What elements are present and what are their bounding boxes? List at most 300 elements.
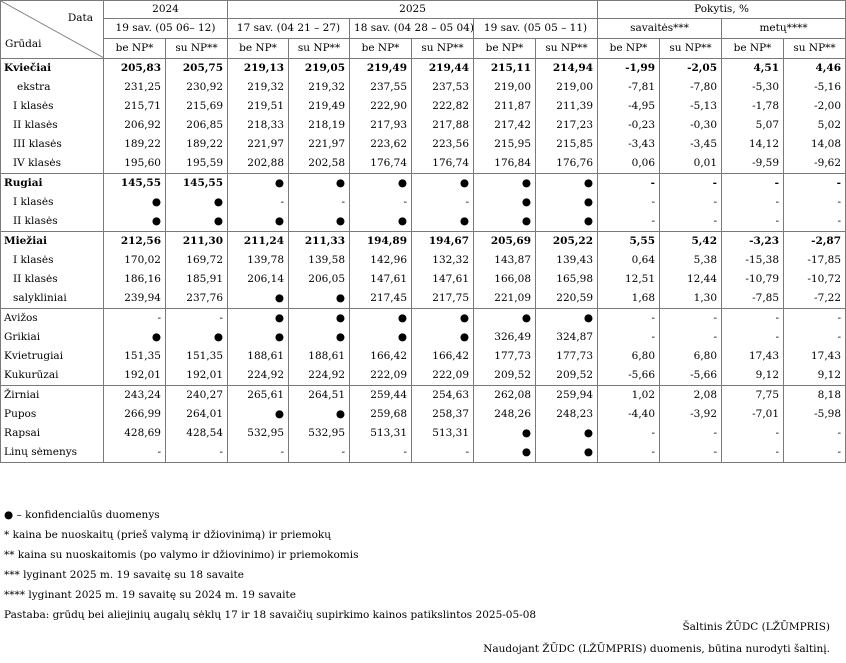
price-cell: ● — [289, 405, 350, 424]
table-row — [1, 212, 846, 232]
price-cell: -7,80 — [660, 78, 722, 97]
price-cell: - — [598, 424, 660, 443]
table-row — [1, 174, 846, 194]
yearly-change-header: metų**** — [722, 19, 846, 39]
price-cell: - — [784, 174, 846, 194]
np-column-header: su NP** — [784, 39, 846, 59]
price-cell: 147,61 — [412, 270, 474, 289]
price-cell: 206,85 — [166, 116, 228, 135]
price-cell: 219,13 — [228, 59, 289, 79]
price-cell: 189,22 — [166, 135, 228, 154]
table-body — [1, 59, 846, 463]
grain-name-cell: II klasės — [1, 116, 104, 135]
price-cell: -5,30 — [722, 78, 784, 97]
price-cell: - — [104, 443, 166, 463]
price-cell: 5,07 — [722, 116, 784, 135]
price-cell: - — [722, 212, 784, 232]
price-cell: - — [412, 193, 474, 212]
price-cell: 186,16 — [104, 270, 166, 289]
price-cell: 513,31 — [412, 424, 474, 443]
price-cell: 218,19 — [289, 116, 350, 135]
price-cell: -5,16 — [784, 78, 846, 97]
price-cell: 217,23 — [536, 116, 598, 135]
price-cell: 513,31 — [350, 424, 412, 443]
price-cell: 176,74 — [350, 154, 412, 174]
price-cell: ● — [350, 174, 412, 194]
table-row — [1, 309, 846, 329]
np-column-header: su NP** — [660, 39, 722, 59]
corner-data-label: Data — [67, 12, 93, 24]
price-cell: 259,44 — [350, 386, 412, 406]
price-cell: ● — [412, 212, 474, 232]
table-row — [1, 443, 846, 463]
price-cell: 12,51 — [598, 270, 660, 289]
price-cell: -7,01 — [722, 405, 784, 424]
price-cell: 9,12 — [722, 366, 784, 386]
price-cell: 215,11 — [474, 59, 536, 79]
table-row — [1, 232, 846, 252]
price-cell: 532,95 — [228, 424, 289, 443]
price-cell: 231,25 — [104, 78, 166, 97]
price-cell: 6,80 — [598, 347, 660, 366]
price-cell: 143,87 — [474, 251, 536, 270]
price-cell: ● — [412, 174, 474, 194]
price-cell: 166,08 — [474, 270, 536, 289]
price-cell: 5,55 — [598, 232, 660, 252]
price-cell: - — [660, 193, 722, 212]
price-cell: ● — [104, 193, 166, 212]
price-cell: 243,24 — [104, 386, 166, 406]
price-cell: ● — [536, 424, 598, 443]
footnote-line: **** lyginant 2025 m. 19 savaitę su 2024 m. 19 savaite — [4, 589, 296, 601]
price-cell: 224,92 — [289, 366, 350, 386]
table-row — [1, 251, 846, 270]
corner-grudai-label: Grūdai — [5, 38, 42, 50]
price-cell: 139,78 — [228, 251, 289, 270]
grain-name-cell: Kukurūzai — [1, 366, 104, 386]
table-row — [1, 270, 846, 289]
price-cell: 1,30 — [660, 289, 722, 309]
price-cell: 222,09 — [350, 366, 412, 386]
grain-name-cell: Kviečiai — [1, 59, 104, 79]
price-cell: 194,67 — [412, 232, 474, 252]
np-column-header: be NP* — [104, 39, 166, 59]
price-cell: - — [784, 424, 846, 443]
price-cell: 218,33 — [228, 116, 289, 135]
price-cell: 202,88 — [228, 154, 289, 174]
corner-cell — [1, 1, 104, 59]
grain-name-cell: Linų sėmenys — [1, 443, 104, 463]
price-cell: - — [660, 212, 722, 232]
price-cell: -9,62 — [784, 154, 846, 174]
price-cell: -2,05 — [660, 59, 722, 79]
table-row — [1, 116, 846, 135]
price-cell: 222,82 — [412, 97, 474, 116]
price-cell: ● — [289, 212, 350, 232]
np-column-header: be NP* — [474, 39, 536, 59]
grain-name-cell: Pupos — [1, 405, 104, 424]
table-row — [1, 289, 846, 309]
price-cell: - — [784, 193, 846, 212]
price-cell: - — [289, 443, 350, 463]
price-cell: 139,43 — [536, 251, 598, 270]
price-cell: 239,94 — [104, 289, 166, 309]
price-cell: - — [598, 443, 660, 463]
price-cell: 264,01 — [166, 405, 228, 424]
price-cell: -10,79 — [722, 270, 784, 289]
grain-name-cell: Miežiai — [1, 232, 104, 252]
price-cell: 6,80 — [660, 347, 722, 366]
price-cell: 145,55 — [104, 174, 166, 194]
price-cell: -7,22 — [784, 289, 846, 309]
price-cell: - — [660, 443, 722, 463]
price-cell: - — [722, 328, 784, 347]
price-cell: 221,09 — [474, 289, 536, 309]
price-cell: -1,99 — [598, 59, 660, 79]
price-cell: 17,43 — [784, 347, 846, 366]
price-cell: - — [598, 212, 660, 232]
price-cell: -4,95 — [598, 97, 660, 116]
price-cell: 188,61 — [228, 347, 289, 366]
price-cell: 258,37 — [412, 405, 474, 424]
price-cell: 185,91 — [166, 270, 228, 289]
price-cell: 326,49 — [474, 328, 536, 347]
price-cell: 212,56 — [104, 232, 166, 252]
price-cell: - — [598, 309, 660, 329]
grain-name-cell: II klasės — [1, 212, 104, 232]
price-cell: 217,42 — [474, 116, 536, 135]
price-cell: 215,71 — [104, 97, 166, 116]
week-2024-header: 19 sav. (05 06– 12) — [104, 19, 228, 39]
price-cell: -2,00 — [784, 97, 846, 116]
price-cell: -3,45 — [660, 135, 722, 154]
price-cell: ● — [228, 174, 289, 194]
price-cell: 266,99 — [104, 405, 166, 424]
price-cell: - — [722, 174, 784, 194]
price-cell: ● — [412, 309, 474, 329]
price-cell: ● — [474, 424, 536, 443]
price-cell: -5,66 — [598, 366, 660, 386]
price-cell: 0,06 — [598, 154, 660, 174]
price-cell: 2,08 — [660, 386, 722, 406]
price-cell: ● — [228, 328, 289, 347]
np-column-header: be NP* — [228, 39, 289, 59]
table-row — [1, 59, 846, 79]
price-cell: 217,93 — [350, 116, 412, 135]
np-column-header: be NP* — [350, 39, 412, 59]
price-cell: - — [598, 193, 660, 212]
footnotes — [4, 505, 536, 625]
price-cell: 219,05 — [289, 59, 350, 79]
price-cell: ● — [474, 309, 536, 329]
grain-name-cell: salykliniai — [1, 289, 104, 309]
price-cell: -1,78 — [722, 97, 784, 116]
price-cell: -0,23 — [598, 116, 660, 135]
price-cell: - — [660, 309, 722, 329]
price-cell: 248,26 — [474, 405, 536, 424]
price-cell: 1,02 — [598, 386, 660, 406]
price-cell: 1,68 — [598, 289, 660, 309]
price-cell: 5,38 — [660, 251, 722, 270]
table-row — [1, 366, 846, 386]
price-cell: -7,85 — [722, 289, 784, 309]
price-cell: ● — [289, 174, 350, 194]
price-cell: ● — [474, 443, 536, 463]
price-cell: 4,46 — [784, 59, 846, 79]
price-cell: 237,53 — [412, 78, 474, 97]
price-cell: ● — [474, 212, 536, 232]
price-cell: 4,51 — [722, 59, 784, 79]
np-column-header: su NP** — [536, 39, 598, 59]
footnote-line: Pastaba: grūdų bei aliejinių augalų sėklų 17 ir 18 savaičių supirkimo kainos patikslintos 2025-05-08 — [4, 609, 537, 621]
price-cell: 532,95 — [289, 424, 350, 443]
table-row — [1, 328, 846, 347]
table-row — [1, 135, 846, 154]
price-cell: 214,94 — [536, 59, 598, 79]
price-cell: 219,51 — [228, 97, 289, 116]
price-cell: ● — [166, 193, 228, 212]
price-cell: - — [350, 193, 412, 212]
price-cell: 222,90 — [350, 97, 412, 116]
np-header-row — [1, 39, 846, 59]
price-cell: 14,12 — [722, 135, 784, 154]
price-cell: - — [660, 424, 722, 443]
price-cell: ● — [289, 309, 350, 329]
price-cell: 170,02 — [104, 251, 166, 270]
grain-name-cell: I klasės — [1, 193, 104, 212]
price-cell: 230,92 — [166, 78, 228, 97]
price-cell: -7,81 — [598, 78, 660, 97]
price-cell: ● — [228, 309, 289, 329]
price-cell: - — [784, 443, 846, 463]
price-cell: -3,43 — [598, 135, 660, 154]
grain-name-cell: I klasės — [1, 251, 104, 270]
price-cell: -17,85 — [784, 251, 846, 270]
price-cell: 324,87 — [536, 328, 598, 347]
price-cell: 222,09 — [412, 366, 474, 386]
price-cell: 215,85 — [536, 135, 598, 154]
price-cell: -5,13 — [660, 97, 722, 116]
price-cell: 262,08 — [474, 386, 536, 406]
np-column-header: su NP** — [412, 39, 474, 59]
footnote-line: ** kaina su nuoskaitomis (po valymo ir džiovinimo) ir priemokomis — [4, 549, 359, 561]
price-cell: -4,40 — [598, 405, 660, 424]
price-cell: - — [722, 424, 784, 443]
price-cell: 217,45 — [350, 289, 412, 309]
price-cell: - — [166, 443, 228, 463]
price-cell: 139,58 — [289, 251, 350, 270]
price-cell: 0,01 — [660, 154, 722, 174]
price-cell: 177,73 — [474, 347, 536, 366]
week-17-header: 17 sav. (04 21 – 27) — [228, 19, 350, 39]
grain-name-cell: II klasės — [1, 270, 104, 289]
price-cell: 215,69 — [166, 97, 228, 116]
price-cell: 132,32 — [412, 251, 474, 270]
grain-name-cell: III klasės — [1, 135, 104, 154]
price-cell: - — [722, 309, 784, 329]
price-cell: 219,49 — [289, 97, 350, 116]
grain-name-cell: ekstra — [1, 78, 104, 97]
price-cell: - — [660, 174, 722, 194]
table-row — [1, 424, 846, 443]
price-cell: - — [228, 193, 289, 212]
price-cell: 145,55 — [166, 174, 228, 194]
price-cell: ● — [166, 212, 228, 232]
price-cell: 209,52 — [536, 366, 598, 386]
price-cell: ● — [536, 193, 598, 212]
footnote-line: * kaina be nuoskaitų (prieš valymą ir džiovinimą) ir priemokų — [4, 529, 332, 541]
price-cell: - — [228, 443, 289, 463]
price-cell: ● — [228, 212, 289, 232]
price-cell: -3,23 — [722, 232, 784, 252]
source-note: Šaltinis ŽŪDC (LŽŪMPRIS) — [682, 621, 830, 633]
price-cell: - — [289, 193, 350, 212]
price-cell: -3,92 — [660, 405, 722, 424]
price-cell: - — [784, 309, 846, 329]
year-2025-header: 2025 — [228, 1, 598, 19]
table-header — [1, 1, 846, 59]
price-cell: 177,73 — [536, 347, 598, 366]
table-row — [1, 154, 846, 174]
price-cell: 221,97 — [228, 135, 289, 154]
price-cell: -10,72 — [784, 270, 846, 289]
price-cell: - — [784, 212, 846, 232]
price-cell: 176,74 — [412, 154, 474, 174]
price-cell: ● — [536, 212, 598, 232]
price-cell: 264,51 — [289, 386, 350, 406]
price-cell: 14,08 — [784, 135, 846, 154]
grain-name-cell: Rapsai — [1, 424, 104, 443]
price-cell: - — [598, 328, 660, 347]
price-cell: 166,42 — [350, 347, 412, 366]
price-cell: 7,75 — [722, 386, 784, 406]
price-cell: 211,39 — [536, 97, 598, 116]
np-column-header: be NP* — [722, 39, 784, 59]
price-cell: 223,56 — [412, 135, 474, 154]
price-cell: 254,63 — [412, 386, 474, 406]
grain-name-cell: Grikiai — [1, 328, 104, 347]
price-cell: 220,59 — [536, 289, 598, 309]
price-cell: 265,61 — [228, 386, 289, 406]
grain-name-cell: Kvietrugiai — [1, 347, 104, 366]
price-cell: ● — [289, 328, 350, 347]
price-cell: 215,95 — [474, 135, 536, 154]
price-cell: 8,18 — [784, 386, 846, 406]
table-row — [1, 386, 846, 406]
price-cell: 211,87 — [474, 97, 536, 116]
price-cell: 205,69 — [474, 232, 536, 252]
price-cell: ● — [412, 328, 474, 347]
price-cell: - — [350, 443, 412, 463]
price-cell: -9,59 — [722, 154, 784, 174]
year-2024-header: 2024 — [104, 1, 228, 19]
grain-name-cell: I klasės — [1, 97, 104, 116]
price-cell: - — [784, 328, 846, 347]
footnote-line: ● – konfidencialūs duomenys — [4, 509, 160, 521]
price-cell: 209,52 — [474, 366, 536, 386]
price-cell: 219,00 — [536, 78, 598, 97]
price-cell: 151,35 — [104, 347, 166, 366]
price-cell: ● — [104, 212, 166, 232]
price-cell: ● — [228, 289, 289, 309]
np-column-header: su NP** — [289, 39, 350, 59]
price-cell: ● — [228, 405, 289, 424]
price-cell: 205,75 — [166, 59, 228, 79]
price-cell: - — [722, 193, 784, 212]
price-cell: -5,66 — [660, 366, 722, 386]
np-column-header: su NP** — [166, 39, 228, 59]
price-cell: 237,76 — [166, 289, 228, 309]
price-cell: 224,92 — [228, 366, 289, 386]
price-cell: 211,30 — [166, 232, 228, 252]
price-cell: -0,30 — [660, 116, 722, 135]
table-row — [1, 97, 846, 116]
table-row — [1, 405, 846, 424]
price-cell: 0,64 — [598, 251, 660, 270]
price-cell: ● — [536, 309, 598, 329]
price-cell: 219,44 — [412, 59, 474, 79]
price-cell: 428,69 — [104, 424, 166, 443]
price-cell: 5,42 — [660, 232, 722, 252]
price-cell: ● — [474, 193, 536, 212]
price-cell: - — [722, 443, 784, 463]
price-cell: 5,02 — [784, 116, 846, 135]
price-cell: ● — [350, 212, 412, 232]
price-cell: 165,98 — [536, 270, 598, 289]
price-cell: 189,22 — [104, 135, 166, 154]
price-cell: 219,00 — [474, 78, 536, 97]
price-cell: - — [660, 328, 722, 347]
price-cell: 194,89 — [350, 232, 412, 252]
price-cell: ● — [166, 328, 228, 347]
price-cell: 151,35 — [166, 347, 228, 366]
price-cell: 142,96 — [350, 251, 412, 270]
footnote-line: *** lyginant 2025 m. 19 savaitę su 18 savaite — [4, 569, 244, 581]
price-cell: ● — [536, 174, 598, 194]
price-cell: 259,68 — [350, 405, 412, 424]
table-row — [1, 347, 846, 366]
price-cell: 176,84 — [474, 154, 536, 174]
price-cell: 202,58 — [289, 154, 350, 174]
price-cell: 206,14 — [228, 270, 289, 289]
price-cell: 205,22 — [536, 232, 598, 252]
price-cell: 206,05 — [289, 270, 350, 289]
price-cell: 428,54 — [166, 424, 228, 443]
price-cell: 217,88 — [412, 116, 474, 135]
price-cell: - — [104, 309, 166, 329]
price-cell: 192,01 — [104, 366, 166, 386]
price-cell: ● — [536, 443, 598, 463]
price-cell: 195,59 — [166, 154, 228, 174]
credit-note: Naudojant ŽŪDC (LŽŪMPRIS) duomenis, būtina nurodyti šaltinį. — [483, 643, 830, 655]
price-cell: 259,94 — [536, 386, 598, 406]
grain-name-cell: Rugiai — [1, 174, 104, 194]
price-cell: 211,24 — [228, 232, 289, 252]
price-cell: 219,49 — [350, 59, 412, 79]
price-cell: -15,38 — [722, 251, 784, 270]
week-18-header: 18 sav. (04 28 – 05 04) — [350, 19, 474, 39]
price-cell: 169,72 — [166, 251, 228, 270]
price-cell: 147,61 — [350, 270, 412, 289]
price-cell: 188,61 — [289, 347, 350, 366]
price-cell: - — [412, 443, 474, 463]
price-cell: 219,32 — [289, 78, 350, 97]
price-cell: 223,62 — [350, 135, 412, 154]
price-cell: ● — [350, 328, 412, 347]
price-cell: ● — [104, 328, 166, 347]
table-row — [1, 193, 846, 212]
price-cell: 192,01 — [166, 366, 228, 386]
